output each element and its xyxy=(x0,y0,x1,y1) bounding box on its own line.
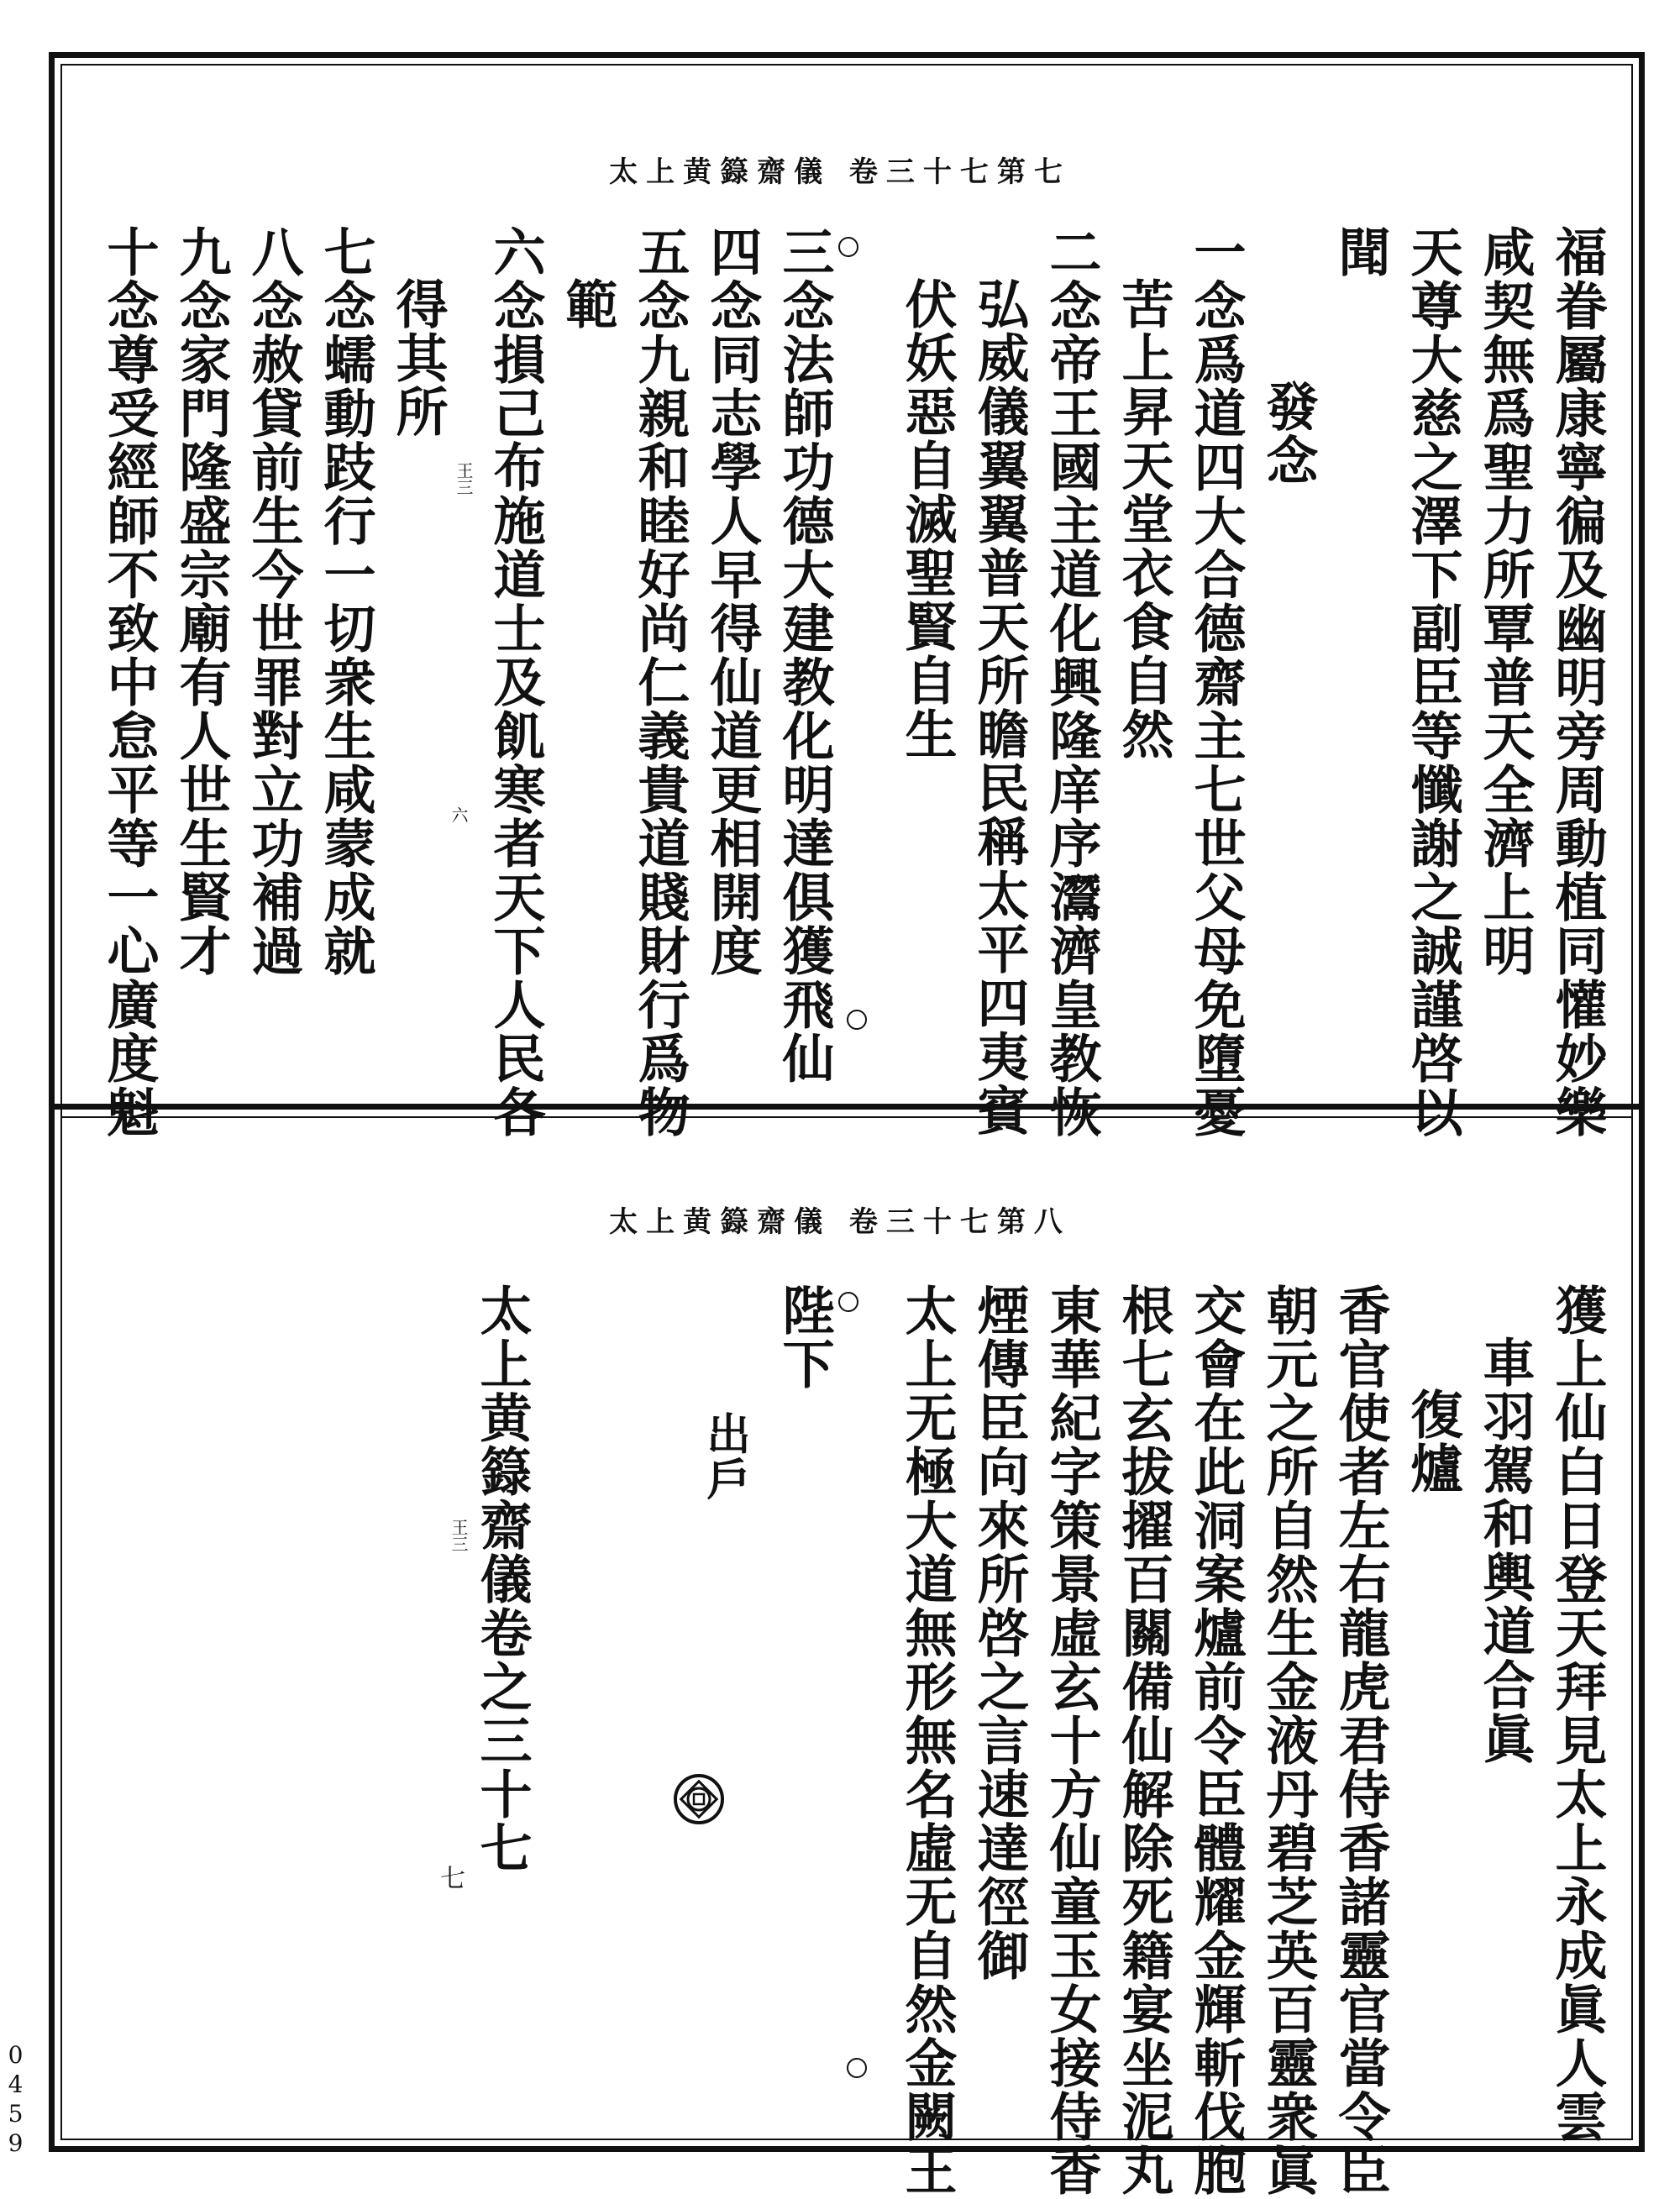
text-column: 十念尊受經師不致中怠平等一心廣度魁 xyxy=(98,225,160,1139)
text-column: 苦上昇天堂衣食自然 xyxy=(1113,277,1174,761)
text-column: 得其所 xyxy=(387,277,449,438)
text-column: 聞 xyxy=(1330,225,1391,279)
section-heading: 發念 xyxy=(1257,380,1319,487)
text-column: 範 xyxy=(557,277,618,331)
text-column: 天尊大慈之澤下副臣等懺謝之誠謹啓以 xyxy=(1402,225,1463,1139)
circle-mark-icon xyxy=(847,2058,867,2078)
text-column: 六念損己布施道士及飢寒者天下人民各 xyxy=(485,225,546,1139)
text-column: 獲上仙白日登天拜見太上永成眞人雲 xyxy=(1546,1283,1608,2144)
text-column: 交會在此洞案爐前令臣體耀金輝斬伐胞 xyxy=(1185,1283,1247,2197)
text-column: 東華紀字策景虛玄十方仙童玉女接侍香 xyxy=(1041,1283,1102,2197)
text-column: 五念九親和睦好尚仁義貴道賤財行爲物 xyxy=(629,225,690,1139)
text-column: 朝元之所自然生金液丹碧芝英百靈衆眞 xyxy=(1257,1283,1319,2197)
text-column: 福眷屬康寧徧及幽明旁周動植同懽妙樂 xyxy=(1546,225,1608,1139)
text-column: 太上无極大道無形無名虛无自然金闕王 xyxy=(896,1283,958,2197)
circle-mark-icon xyxy=(838,1292,858,1312)
section-heading: 復爐 xyxy=(1402,1388,1463,1495)
text-column: 二念帝王國主道化興隆庠序灊濟皇教恢 xyxy=(1041,225,1102,1139)
text-column: 香官使者左右龍虎君侍香諸靈官當令臣 xyxy=(1330,1283,1391,2197)
panel-divider-thin xyxy=(60,1116,1633,1118)
book-title: 太上黄籙齋儀卷之三十七 xyxy=(471,1283,533,1875)
text-column: 三念法師功德大建教化明達俱獲飛仙 xyxy=(774,225,835,1085)
text-column: 伏妖惡自滅聖賢自生 xyxy=(896,277,958,761)
circle-mark-icon xyxy=(847,1010,867,1030)
text-column: 九念家門隆盛宗廟有人世生賢才 xyxy=(171,225,232,978)
text-column: 四念同志學人早得仙道更相開度 xyxy=(701,225,763,978)
circle-mark-icon xyxy=(838,237,858,257)
text-column: 七念蠕動跂行一切衆生咸蒙成就 xyxy=(315,225,376,978)
text-column: 陛下 xyxy=(774,1283,835,1391)
text-column: 車羽駕和輿道合眞 xyxy=(1474,1336,1536,1766)
text-column: 出戶 xyxy=(699,1411,750,1502)
coin-emblem-icon xyxy=(672,1772,726,1826)
folio-mark: 七 xyxy=(435,1865,465,1892)
margin-page-number: 0459 xyxy=(2,2041,29,2159)
page-header-bottom: 太上黄籙齋儀 卷三十七第八 xyxy=(609,1205,1071,1239)
block-mark: 王三 xyxy=(454,462,474,496)
text-column: 八念赦貸前生今世罪對立功補過 xyxy=(243,225,304,978)
folio-mark: 六 xyxy=(449,806,469,823)
text-column: 弘威儀翼翼普天所瞻民稱太平四夷賓 xyxy=(969,277,1030,1137)
text-column: 煙傳臣向來所啓之言速達徑御 xyxy=(969,1283,1030,1982)
text-column: 根七玄拔擢百關備仙解除死籍宴坐泥丸 xyxy=(1113,1283,1174,2197)
text-column: 一念爲道四大合德齋主七世父母免墮憂 xyxy=(1185,225,1247,1139)
text-column: 咸契無爲聖力所覃普天全濟上明 xyxy=(1474,225,1536,978)
page-header-top: 太上黄籙齋儀 卷三十七第七 xyxy=(609,155,1071,189)
block-mark: 王三 xyxy=(449,1519,469,1552)
